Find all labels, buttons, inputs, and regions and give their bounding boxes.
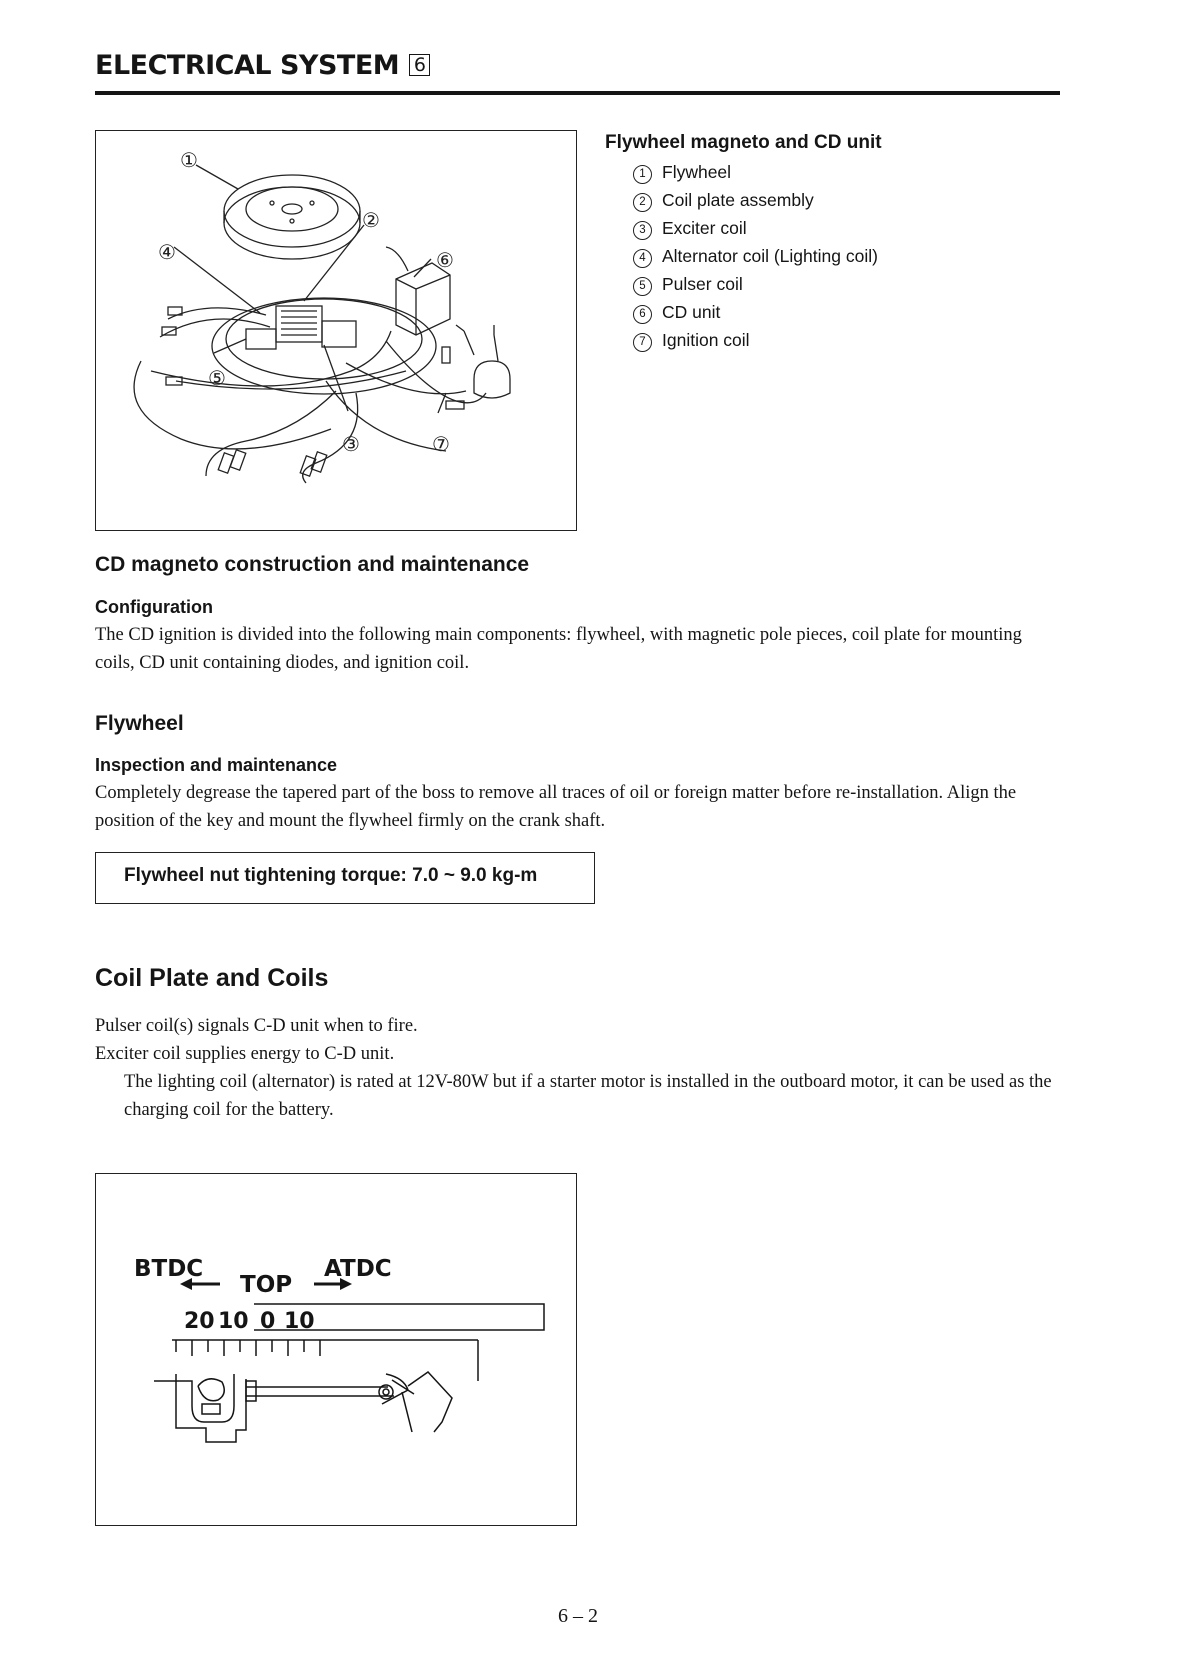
timing-scale-illustration	[96, 1174, 575, 1524]
legend-item-pulser-coil	[633, 274, 743, 296]
top-label: TOP	[240, 1272, 293, 1298]
page-number: 6 – 2	[558, 1605, 598, 1627]
torque-spec-box	[95, 852, 595, 904]
legend-label: Pulser coil	[662, 274, 743, 294]
section-badge: 6	[409, 54, 430, 76]
legend-label: Coil plate assembly	[662, 190, 814, 210]
flywheel-text: Completely degrease the tapered part of the boss to remove all traces of oil or foreign matter before re-installation. Align the position of the key and mount the flywheel firmly on the crank shaft.	[95, 783, 1017, 831]
legend-number: 2	[633, 193, 652, 212]
header-title: ELECTRICAL SYSTEM	[95, 50, 400, 81]
legend-number: 4	[633, 249, 652, 268]
section-heading-coil-plate: Coil Plate and Coils	[95, 964, 329, 992]
callout-4: ④	[158, 240, 176, 264]
legend-label: Exciter coil	[662, 218, 747, 238]
callout-1: ①	[180, 148, 198, 172]
legend-label: Flywheel	[662, 162, 732, 182]
section-heading-flywheel: Flywheel	[95, 712, 184, 735]
callout-6: ⑥	[436, 248, 454, 272]
callout-3: ③	[342, 432, 360, 456]
scale-label-0: 0	[260, 1309, 276, 1334]
legend-item-alternator-coil	[633, 246, 878, 268]
legend-number: 7	[633, 333, 652, 352]
legend-number: 3	[633, 221, 652, 240]
header-rule	[95, 91, 1060, 95]
legend-item-flywheel	[633, 162, 731, 184]
magneto-illustration	[96, 131, 575, 529]
atdc-label: ATDC	[324, 1256, 392, 1282]
legend-number: 1	[633, 165, 652, 184]
subheading-configuration: Configuration	[95, 597, 213, 617]
legend-label: CD unit	[662, 302, 721, 322]
subheading-inspection: Inspection and maintenance	[95, 755, 338, 775]
scale-label-10-before: 10	[218, 1309, 249, 1334]
coil-text-line-1: Pulser coil(s) signals C-D unit when to fire.	[95, 1016, 418, 1036]
scale-label-20: 20	[184, 1309, 215, 1334]
timing-scale-illustration-frame	[95, 1173, 577, 1526]
page-header	[95, 50, 430, 81]
btdc-label: BTDC	[134, 1256, 204, 1282]
legend-item-ignition-coil	[633, 330, 750, 352]
legend-title: Flywheel magneto and CD unit	[605, 132, 882, 153]
legend-item-coil-plate	[633, 190, 814, 212]
legend-number: 5	[633, 277, 652, 296]
legend-item-cd-unit	[633, 302, 720, 324]
configuration-text: The CD ignition is divided into the following main components: flywheel, with magnetic pole pieces, coil plate for mounting coils, CD unit containing diodes, and ignition coil.	[95, 625, 1022, 673]
section-heading-cd-magneto: CD magneto construction and maintenance	[95, 553, 530, 576]
magneto-illustration-frame	[95, 130, 577, 531]
callout-7: ⑦	[432, 432, 450, 456]
legend-item-exciter-coil	[633, 218, 747, 240]
callout-5: ⑤	[208, 366, 226, 390]
callout-2: ②	[362, 208, 380, 232]
legend-label: Ignition coil	[662, 330, 750, 350]
scale-label-10-after: 10	[284, 1309, 315, 1334]
legend-label: Alternator coil (Lighting coil)	[662, 246, 878, 266]
coil-text-line-3: The lighting coil (alternator) is rated at 12V-80W but if a starter motor is installed in the outboard motor, it can be used as the charging coil for the battery.	[124, 1072, 1052, 1120]
torque-spec: Flywheel nut tightening torque: 7.0 ~ 9.0 kg-m	[124, 865, 538, 886]
legend-number: 6	[633, 305, 652, 324]
coil-text-line-2: Exciter coil supplies energy to C-D unit.	[95, 1044, 395, 1064]
